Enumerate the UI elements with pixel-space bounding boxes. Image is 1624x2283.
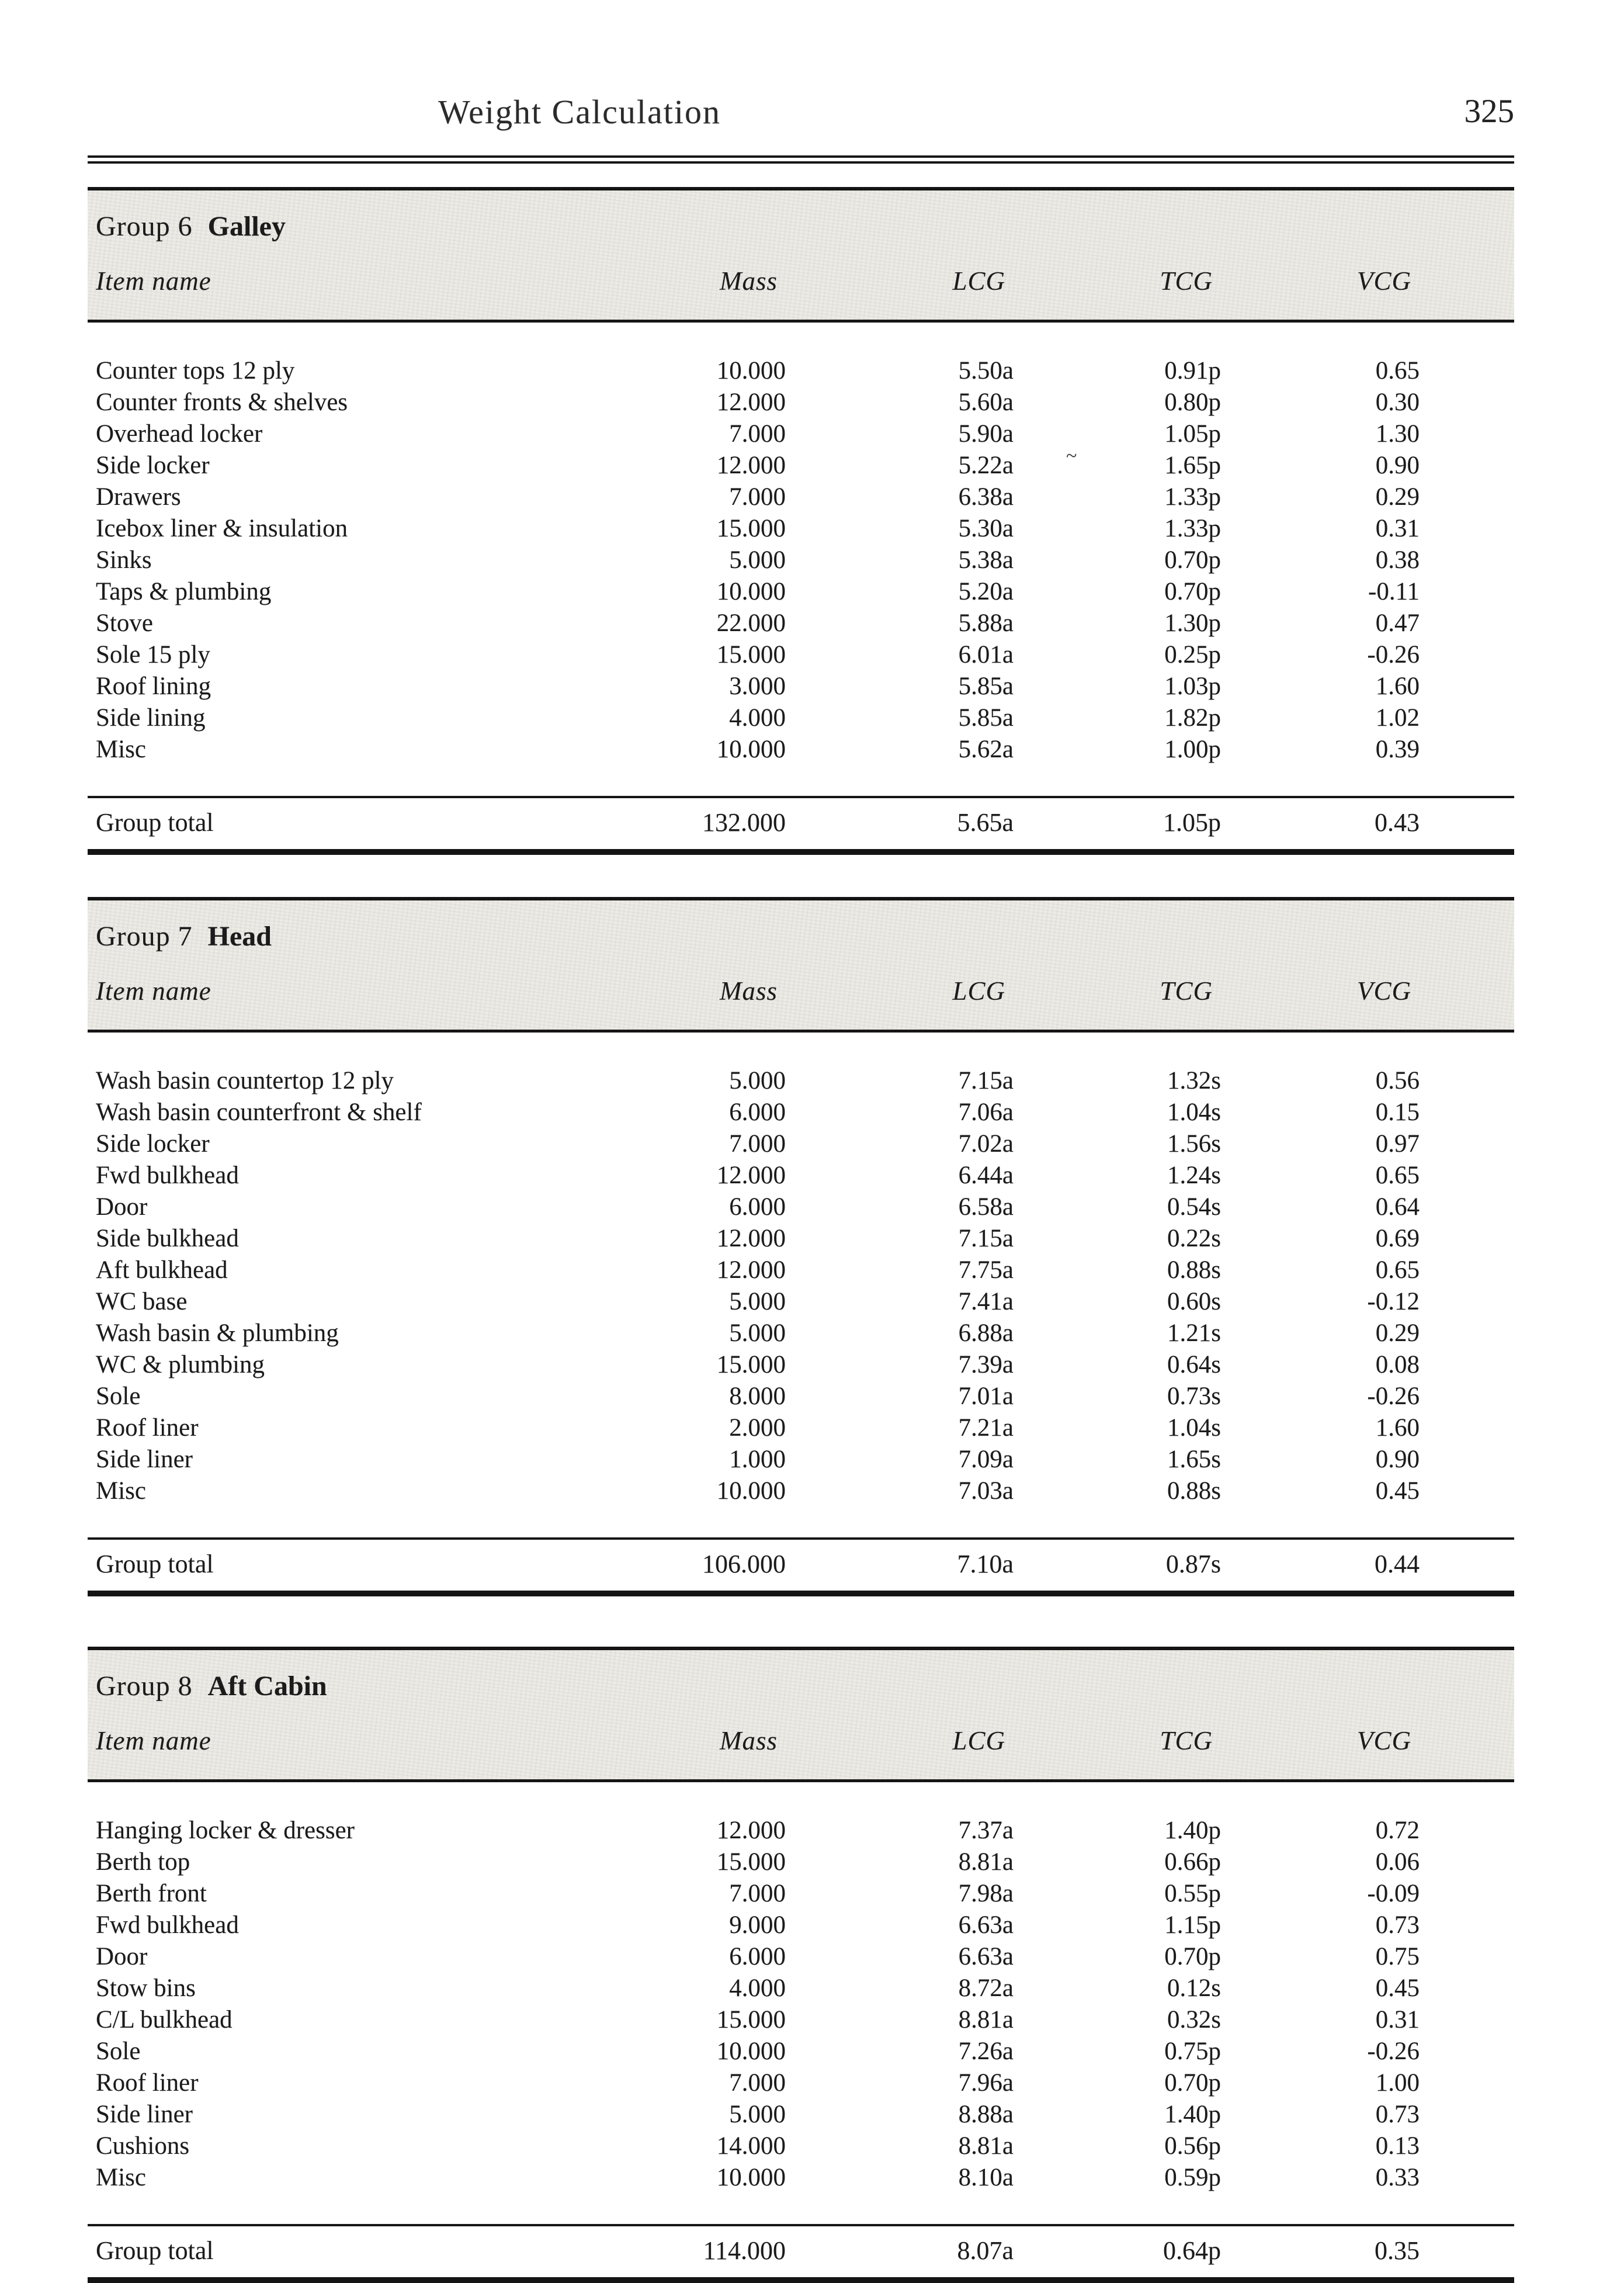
vcg-cell: 0.33 — [1375, 2164, 1420, 2191]
mass-cell: 15.000 — [716, 641, 786, 668]
vcg-cell: 0.75 — [1375, 1943, 1420, 1970]
mass-cell: 3.000 — [729, 673, 786, 700]
vcg-cell: 0.15 — [1375, 1099, 1420, 1126]
item-name-cell: WC base — [96, 1288, 188, 1315]
mass-cell: 10.000 — [716, 578, 786, 605]
lcg-cell: 8.81a — [958, 1848, 1014, 1876]
mass-cell: 10.000 — [716, 2038, 786, 2065]
table-row — [88, 576, 1514, 608]
lcg-cell: 5.85a — [958, 673, 1014, 700]
vcg-cell: 0.90 — [1375, 1446, 1420, 1473]
lcg-cell: 5.50a — [958, 357, 1014, 384]
tcg-cell: 1.40p — [1164, 2101, 1221, 2128]
mass-cell: 15.000 — [716, 2006, 786, 2033]
table-row — [88, 1128, 1514, 1160]
column-header-item: Item name — [96, 976, 211, 1006]
column-header-lcg: LCG — [952, 976, 1005, 1006]
column-header-vcg: VCG — [1357, 266, 1411, 296]
vcg-cell: 0.08 — [1375, 1351, 1420, 1378]
tcg-cell: 1.03p — [1164, 673, 1221, 700]
group-8-header-band — [88, 1650, 1514, 1782]
table-row — [88, 1097, 1514, 1128]
group-6-header-band — [88, 190, 1514, 323]
mass-cell: 7.000 — [729, 483, 786, 511]
lcg-cell: 6.38a — [958, 483, 1014, 511]
item-name-cell: Roof liner — [96, 2069, 199, 2097]
group-6-total-row — [88, 796, 1514, 849]
lcg-cell: 5.22a — [958, 452, 1014, 479]
column-header-vcg: VCG — [1357, 976, 1411, 1006]
tcg-cell: 0.64s — [1167, 1351, 1221, 1378]
vcg-cell: 0.69 — [1375, 1225, 1420, 1252]
mass-cell: 10.000 — [716, 357, 786, 384]
vcg-cell: 0.38 — [1375, 546, 1420, 574]
table-row — [88, 355, 1514, 387]
item-name-cell: Sole — [96, 2038, 141, 2065]
group-total-lcg: 5.65a — [957, 808, 1014, 837]
item-name-cell: Side lining — [96, 704, 206, 732]
group-7-header-band — [88, 900, 1514, 1033]
tcg-cell: 1.32s — [1167, 1067, 1221, 1094]
tcg-cell: 0.88s — [1167, 1256, 1221, 1284]
item-name-cell: Sole 15 ply — [96, 641, 210, 668]
group-name: Aft Cabin — [207, 1671, 327, 1702]
lcg-cell: 5.30a — [958, 515, 1014, 542]
item-name-cell: Door — [96, 1193, 148, 1221]
group-total-lcg: 8.07a — [957, 2236, 1014, 2265]
tcg-cell: 1.21s — [1167, 1319, 1221, 1347]
column-headers — [88, 976, 1514, 1006]
table-row — [88, 734, 1514, 765]
mass-cell: 22.000 — [716, 609, 786, 637]
vcg-cell: 0.73 — [1375, 2101, 1420, 2128]
group-total-tcg: 1.05p — [1163, 808, 1221, 837]
mass-cell: 6.000 — [729, 1943, 786, 1970]
vcg-cell: 0.31 — [1375, 515, 1420, 542]
table-row — [88, 450, 1514, 481]
table-row — [88, 2162, 1514, 2194]
group-total-label: Group total — [96, 1550, 214, 1578]
lcg-cell: 7.21a — [958, 1414, 1014, 1442]
vcg-cell: 1.30 — [1375, 420, 1420, 448]
tcg-cell: 0.88s — [1167, 1477, 1221, 1505]
table-row — [88, 2004, 1514, 2036]
mass-cell: 10.000 — [716, 2164, 786, 2191]
item-name-cell: Cushions — [96, 2132, 190, 2160]
vcg-cell: 0.39 — [1375, 736, 1420, 763]
column-header-item: Item name — [96, 1726, 211, 1755]
group-6-bottom-double-rule — [88, 849, 1514, 855]
lcg-cell: 7.96a — [958, 2069, 1014, 2097]
group-total-label: Group total — [96, 808, 214, 837]
group-label: Group 6 — [96, 211, 193, 242]
vcg-cell: 0.29 — [1375, 1319, 1420, 1347]
item-name-cell: Roof liner — [96, 1414, 199, 1442]
tcg-cell: 0.59p — [1164, 2164, 1221, 2191]
tcg-cell: 1.82p — [1164, 704, 1221, 732]
lcg-cell: 8.81a — [958, 2006, 1014, 2033]
table-row — [88, 545, 1514, 576]
group-total-mass: 106.000 — [702, 1550, 786, 1578]
group-8-rows — [88, 1782, 1514, 2224]
item-name-cell: Taps & plumbing — [96, 578, 272, 605]
lcg-cell: 7.75a — [958, 1256, 1014, 1284]
tcg-cell: 0.70p — [1164, 2069, 1221, 2097]
title-double-rule — [88, 155, 1514, 164]
tcg-cell: 0.56p — [1164, 2132, 1221, 2160]
lcg-cell: 6.58a — [958, 1193, 1014, 1221]
lcg-cell: 8.72a — [958, 1974, 1014, 2002]
table-row — [88, 2036, 1514, 2067]
item-name-cell: Roof lining — [96, 673, 211, 700]
column-header-lcg: LCG — [952, 1726, 1005, 1755]
mass-cell: 4.000 — [729, 704, 786, 732]
vcg-cell: -0.26 — [1367, 641, 1420, 668]
vcg-cell: 1.02 — [1375, 704, 1420, 732]
mass-cell: 12.000 — [716, 1225, 786, 1252]
table-row — [88, 1381, 1514, 1412]
vcg-cell: 0.47 — [1375, 609, 1420, 637]
group-label: Group 7 — [96, 921, 193, 952]
vcg-cell: -0.12 — [1367, 1288, 1420, 1315]
vcg-cell: 1.00 — [1375, 2069, 1420, 2097]
table-row — [88, 1223, 1514, 1255]
group-total-vcg: 0.44 — [1375, 1550, 1420, 1578]
mass-cell: 7.000 — [729, 420, 786, 448]
mass-cell: 12.000 — [716, 1256, 786, 1284]
column-header-tcg: TCG — [1160, 1726, 1213, 1755]
tcg-cell: 0.22s — [1167, 1225, 1221, 1252]
item-name-cell: C/L bulkhead — [96, 2006, 233, 2033]
tcg-cell: 0.32s — [1167, 2006, 1221, 2033]
item-name-cell: Misc — [96, 736, 146, 763]
mass-cell: 10.000 — [716, 1477, 786, 1505]
tcg-cell: 0.66p — [1164, 1848, 1221, 1876]
table-row — [88, 1878, 1514, 1910]
column-header-tcg: TCG — [1160, 266, 1213, 296]
mass-cell: 6.000 — [729, 1193, 786, 1221]
vcg-cell: 0.90 — [1375, 452, 1420, 479]
mass-cell: 7.000 — [729, 1130, 786, 1158]
item-name-cell: Stow bins — [96, 1974, 196, 2002]
lcg-cell: 7.26a — [958, 2038, 1014, 2065]
item-name-cell: Overhead locker — [96, 420, 263, 448]
mass-cell: 12.000 — [716, 1162, 786, 1189]
vcg-cell: 0.73 — [1375, 1911, 1420, 1939]
lcg-cell: 5.85a — [958, 704, 1014, 732]
column-header-mass: Mass — [719, 976, 778, 1006]
table-row — [88, 1065, 1514, 1097]
table-row — [88, 1286, 1514, 1318]
vcg-cell: 0.65 — [1375, 1162, 1420, 1189]
group-6-rows — [88, 323, 1514, 796]
table-row — [88, 1318, 1514, 1349]
mass-cell: 15.000 — [716, 1848, 786, 1876]
tcg-cell: 0.55p — [1164, 1880, 1221, 1907]
page-content — [88, 0, 1514, 2283]
group-8-title — [88, 1670, 1514, 1702]
tcg-cell: 1.56s — [1167, 1130, 1221, 1158]
lcg-cell: 7.02a — [958, 1130, 1014, 1158]
tcg-cell: 0.70p — [1164, 1943, 1221, 1970]
mass-cell: 5.000 — [729, 2101, 786, 2128]
item-name-cell: Sinks — [96, 546, 152, 574]
lcg-cell: 6.01a — [958, 641, 1014, 668]
tcg-cell: 0.12s — [1167, 1974, 1221, 2002]
column-headers — [88, 1726, 1514, 1756]
table-row — [88, 1475, 1514, 1507]
page-number: 325 — [1464, 93, 1514, 130]
tcg-cell: 0.75p — [1164, 2038, 1221, 2065]
vcg-cell: 0.29 — [1375, 483, 1420, 511]
group-7-bottom-double-rule — [88, 1591, 1514, 1596]
table-row — [88, 1160, 1514, 1191]
vcg-cell: 0.65 — [1375, 357, 1420, 384]
tcg-cell: 1.00p — [1164, 736, 1221, 763]
item-name-cell: Side liner — [96, 1446, 193, 1473]
item-name-cell: Berth top — [96, 1848, 190, 1876]
column-header-vcg: VCG — [1357, 1726, 1411, 1755]
tcg-cell: 1.40p — [1164, 1817, 1221, 1844]
group-total-vcg: 0.35 — [1375, 2236, 1420, 2265]
tcg-cell: 1.24s — [1167, 1162, 1221, 1189]
item-name-cell: Side locker — [96, 1130, 210, 1158]
mass-cell: 4.000 — [729, 1974, 786, 2002]
group-total-vcg: 0.43 — [1375, 808, 1420, 837]
table-row — [88, 1349, 1514, 1381]
mass-cell: 5.000 — [729, 546, 786, 574]
column-header-item: Item name — [96, 266, 211, 296]
lcg-cell: 7.98a — [958, 1880, 1014, 1907]
column-header-tcg: TCG — [1160, 976, 1213, 1006]
lcg-cell: 5.62a — [958, 736, 1014, 763]
tcg-cell: 1.15p — [1164, 1911, 1221, 1939]
mass-cell: 2.000 — [729, 1414, 786, 1442]
tcg-cell: 1.05p — [1164, 420, 1221, 448]
mass-cell: 1.000 — [729, 1446, 786, 1473]
item-name-cell: Wash basin & plumbing — [96, 1319, 339, 1347]
tcg-cell: 0.25p — [1164, 641, 1221, 668]
mass-cell: 15.000 — [716, 1351, 786, 1378]
tcg-cell: 1.30p — [1164, 609, 1221, 637]
tcg-cell: 1.33p — [1164, 483, 1221, 511]
item-name-cell: Wash basin countertop 12 ply — [96, 1067, 394, 1094]
tcg-cell: 0.70p — [1164, 578, 1221, 605]
table-row — [88, 1412, 1514, 1444]
table-row — [88, 1910, 1514, 1941]
table-row — [88, 2099, 1514, 2130]
item-name-cell: Fwd bulkhead — [96, 1911, 239, 1939]
table-row — [88, 1973, 1514, 2004]
group-7-title — [88, 920, 1514, 952]
item-name-cell: Side bulkhead — [96, 1225, 239, 1252]
vcg-cell: -0.26 — [1367, 1383, 1420, 1410]
lcg-cell: 5.20a — [958, 578, 1014, 605]
group-8-bottom-double-rule — [88, 2277, 1514, 2283]
group-7-rows — [88, 1033, 1514, 1537]
table-row — [88, 418, 1514, 450]
tcg-cell: 1.04s — [1167, 1099, 1221, 1126]
lcg-cell: 5.90a — [958, 420, 1014, 448]
running-head — [88, 92, 1514, 138]
vcg-cell: -0.26 — [1367, 2038, 1420, 2065]
item-name-cell: Aft bulkhead — [96, 1256, 228, 1284]
item-name-cell: WC & plumbing — [96, 1351, 265, 1378]
lcg-cell: 7.03a — [958, 1477, 1014, 1505]
column-header-mass: Mass — [719, 266, 778, 296]
vcg-cell: 0.30 — [1375, 389, 1420, 416]
table-row — [88, 639, 1514, 671]
lcg-cell: 7.39a — [958, 1351, 1014, 1378]
column-header-lcg: LCG — [952, 266, 1005, 296]
mass-cell: 12.000 — [716, 389, 786, 416]
vcg-cell: 0.65 — [1375, 1256, 1420, 1284]
lcg-cell: 7.41a — [958, 1288, 1014, 1315]
table-row — [88, 481, 1514, 513]
mass-cell: 5.000 — [729, 1319, 786, 1347]
vcg-cell: 0.06 — [1375, 1848, 1420, 1876]
mass-cell: 7.000 — [729, 1880, 786, 1907]
tcg-cell: 0.80p — [1164, 389, 1221, 416]
item-name-cell: Side liner — [96, 2101, 193, 2128]
item-name-cell: Counter tops 12 ply — [96, 357, 295, 384]
table-row — [88, 702, 1514, 734]
scan-artifact-mark: ~ — [1066, 445, 1077, 467]
mass-cell: 6.000 — [729, 1099, 786, 1126]
mass-cell: 10.000 — [716, 736, 786, 763]
group-total-mass: 114.000 — [703, 2236, 786, 2265]
mass-cell: 15.000 — [716, 515, 786, 542]
lcg-cell: 7.09a — [958, 1446, 1014, 1473]
vcg-cell: 1.60 — [1375, 673, 1420, 700]
lcg-cell: 7.15a — [958, 1067, 1014, 1094]
group-total-label: Group total — [96, 2236, 214, 2265]
tcg-cell: 0.91p — [1164, 357, 1221, 384]
lcg-cell: 7.06a — [958, 1099, 1014, 1126]
mass-cell: 9.000 — [729, 1911, 786, 1939]
lcg-cell: 6.63a — [958, 1911, 1014, 1939]
lcg-cell: 8.10a — [958, 2164, 1014, 2191]
item-name-cell: Door — [96, 1943, 148, 1970]
tcg-cell: 1.65p — [1164, 452, 1221, 479]
mass-cell: 7.000 — [729, 2069, 786, 2097]
table-row — [88, 1255, 1514, 1286]
group-name: Galley — [207, 211, 286, 242]
tcg-cell: 1.04s — [1167, 1414, 1221, 1442]
mass-cell: 8.000 — [729, 1383, 786, 1410]
lcg-cell: 5.60a — [958, 389, 1014, 416]
lcg-cell: 6.63a — [958, 1943, 1014, 1970]
tcg-cell: 1.65s — [1167, 1446, 1221, 1473]
lcg-cell: 5.38a — [958, 546, 1014, 574]
vcg-cell: 1.60 — [1375, 1414, 1420, 1442]
lcg-cell: 6.88a — [958, 1319, 1014, 1347]
vcg-cell: 0.72 — [1375, 1817, 1420, 1844]
table-row — [88, 671, 1514, 702]
group-8-total-row — [88, 2224, 1514, 2277]
vcg-cell: 0.45 — [1375, 1974, 1420, 2002]
item-name-cell: Sole — [96, 1383, 141, 1410]
item-name-cell: Icebox liner & insulation — [96, 515, 348, 542]
table-row — [88, 2067, 1514, 2099]
group-label: Group 8 — [96, 1671, 193, 1702]
group-7-table — [88, 897, 1514, 1596]
table-row — [88, 1191, 1514, 1223]
group-6-title — [88, 210, 1514, 242]
item-name-cell: Stove — [96, 609, 153, 637]
vcg-cell: 0.45 — [1375, 1477, 1420, 1505]
item-name-cell: Side locker — [96, 452, 210, 479]
column-headers — [88, 266, 1514, 296]
table-row — [88, 1941, 1514, 1973]
item-name-cell: Wash basin counterfront & shelf — [96, 1099, 422, 1126]
table-row — [88, 1815, 1514, 1847]
table-row — [88, 1847, 1514, 1878]
tcg-cell: 0.73s — [1167, 1383, 1221, 1410]
group-6-table — [88, 187, 1514, 855]
item-name-cell: Berth front — [96, 1880, 207, 1907]
mass-cell: 14.000 — [716, 2132, 786, 2160]
vcg-cell: 0.64 — [1375, 1193, 1420, 1221]
group-7-total-row — [88, 1537, 1514, 1591]
mass-cell: 12.000 — [716, 452, 786, 479]
mass-cell: 5.000 — [729, 1067, 786, 1094]
group-total-mass: 132.000 — [702, 808, 786, 837]
item-name-cell: Hanging locker & dresser — [96, 1817, 355, 1844]
vcg-cell: 0.56 — [1375, 1067, 1420, 1094]
table-row — [88, 2130, 1514, 2162]
group-name: Head — [207, 921, 272, 952]
vcg-cell: -0.11 — [1368, 578, 1420, 605]
tcg-cell: 0.70p — [1164, 546, 1221, 574]
vcg-cell: 0.97 — [1375, 1130, 1420, 1158]
lcg-cell: 7.15a — [958, 1225, 1014, 1252]
item-name-cell: Fwd bulkhead — [96, 1162, 239, 1189]
lcg-cell: 6.44a — [958, 1162, 1014, 1189]
item-name-cell: Drawers — [96, 483, 181, 511]
table-row — [88, 513, 1514, 545]
table-row — [88, 1444, 1514, 1475]
vcg-cell: 0.31 — [1375, 2006, 1420, 2033]
page-title: Weight Calculation — [438, 93, 721, 131]
lcg-cell: 8.81a — [958, 2132, 1014, 2160]
group-total-tcg: 0.87s — [1165, 1550, 1221, 1578]
lcg-cell: 7.37a — [958, 1817, 1014, 1844]
group-8-table — [88, 1647, 1514, 2283]
table-row — [88, 387, 1514, 418]
column-header-mass: Mass — [719, 1726, 778, 1755]
item-name-cell: Misc — [96, 2164, 146, 2191]
lcg-cell: 7.01a — [958, 1383, 1014, 1410]
tcg-cell: 1.33p — [1164, 515, 1221, 542]
group-total-tcg: 0.64p — [1163, 2236, 1221, 2265]
vcg-cell: -0.09 — [1367, 1880, 1420, 1907]
lcg-cell: 8.88a — [958, 2101, 1014, 2128]
vcg-cell: 0.13 — [1375, 2132, 1420, 2160]
group-total-lcg: 7.10a — [957, 1550, 1014, 1578]
item-name-cell: Counter fronts & shelves — [96, 389, 348, 416]
mass-cell: 12.000 — [716, 1817, 786, 1844]
item-name-cell: Misc — [96, 1477, 146, 1505]
mass-cell: 5.000 — [729, 1288, 786, 1315]
tcg-cell: 0.60s — [1167, 1288, 1221, 1315]
table-row — [88, 608, 1514, 639]
lcg-cell: 5.88a — [958, 609, 1014, 637]
tcg-cell: 0.54s — [1167, 1193, 1221, 1221]
